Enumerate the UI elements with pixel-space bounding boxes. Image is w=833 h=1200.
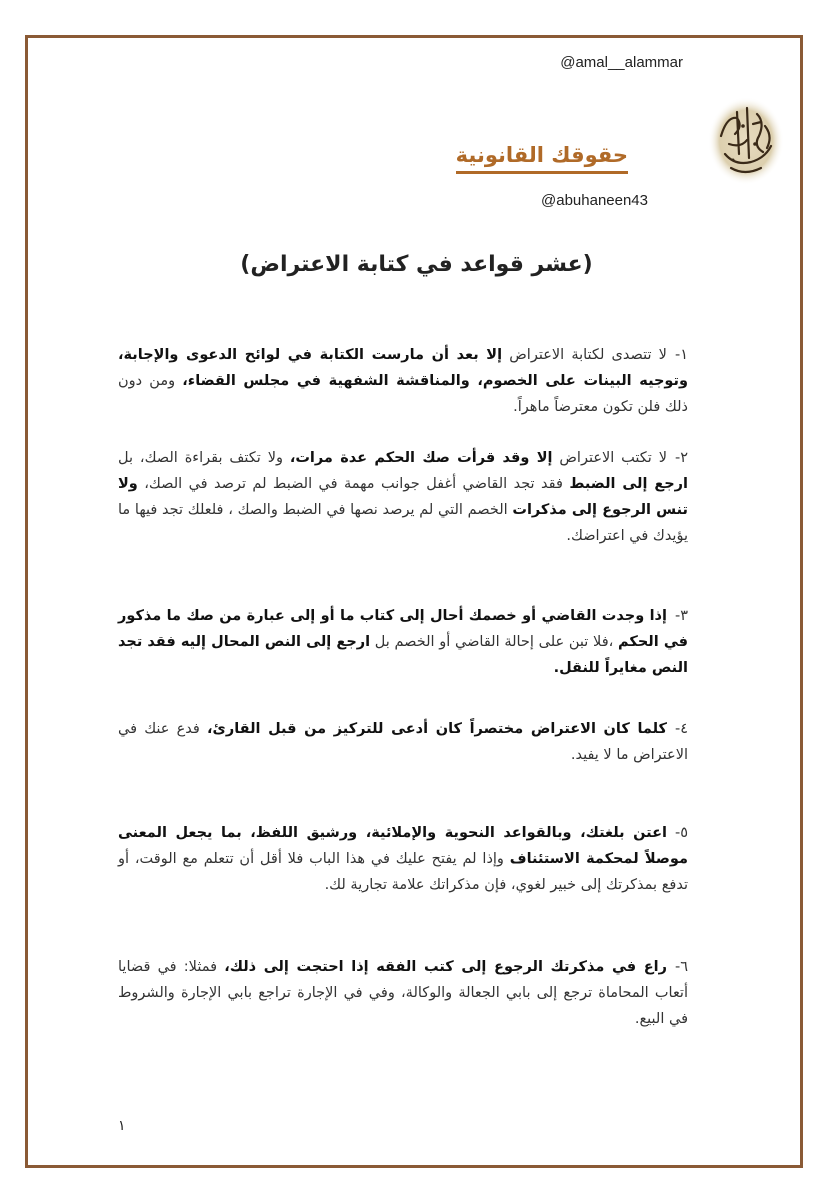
rule-text-bold: إلا بعد أن مارست الكتابة في لوائح الدعوى والإجابة، وتوجيه البينات على الخصوم، والمناقشة الشفهية في مجلس القضاء،: [118, 347, 688, 389]
rule-text-bold: راع في مذكرتك الرجوع إلى كتب الفقه إذا احتجت إلى ذلك،: [224, 959, 667, 975]
rule-text: لا تتصدى لكتابة الاعتراض: [502, 347, 667, 363]
rule-text-bold: إلا وقد قرأت صك الحكم عدة مرات،: [289, 450, 553, 466]
rule-number: ٢-: [674, 450, 688, 466]
rule-text-bold: ارجع إلى النص المحال إليه فقد تجد النص مغايراً للنقل.: [118, 634, 688, 676]
rule-text: الخصم التي لم يرصد نصها في الضبط والصك ، فلعلك تجد فيها ما يؤيدك في اعتراضك.: [118, 502, 688, 544]
rule-text: فقد تجد القاضي أغفل جوانب مهمة في الضبط لم ترصد في الصك،: [137, 476, 570, 492]
rule-text: ،فلا تبن على إحالة القاضي أو الخصم بل: [370, 634, 619, 650]
rule-text-bold: ولا تنس الرجوع إلى مذكرات: [118, 476, 688, 518]
rule-text: ولا تكتف بقراءة الصك، بل: [118, 450, 290, 466]
rule-number: ٥-: [674, 825, 688, 841]
twitter-handle-top: @amal__alammar: [560, 54, 683, 71]
rule-text-bold: ارجع إلى الضبط: [569, 476, 688, 492]
brand-title: حقوقك القانونية: [456, 143, 628, 174]
rule-number: ١-: [674, 347, 688, 363]
rule-text: فدع عنك في الاعتراض ما لا يفيد.: [118, 721, 688, 763]
rule-item: [118, 603, 688, 681]
rule-text-bold: إذا وجدت القاضي أو خصمك أحال إلى كتاب ما أو إلى عبارة من صك ما مذكور في الحكم: [118, 608, 688, 650]
rule-text-bold: كلما كان الاعتراض مختصراً كان أدعى للتركيز من قبل القارئ،: [207, 721, 667, 737]
rule-text: فمثلا: في قضايا أتعاب المحاماة ترجع إلى بابي الجعالة والوكالة، وفي في الإجارة تراجع بابي الإجارة والشروط في البيع.: [118, 959, 688, 1027]
rule-item: [118, 716, 688, 768]
rule-text: لا تكتب الاعتراض: [552, 450, 667, 466]
rule-number: ٦-: [674, 959, 688, 975]
rule-item: [118, 445, 688, 549]
rule-text: وإذا لم يفتح عليك في هذا الباب فلا أقل أن تتعلم مع الوقت، أو تدفع بمذكرتك إلى خبير لغوي، فإن مذكراتك علامة تجارية لك.: [118, 851, 688, 893]
rule-number: ٤-: [674, 721, 688, 737]
calligraphy-logo-icon: [707, 96, 785, 186]
rule-item: [118, 954, 688, 1032]
rule-number: ٣-: [674, 608, 688, 624]
twitter-handle-secondary: @abuhaneen43: [541, 192, 648, 209]
page-number: ١: [118, 1118, 126, 1134]
rule-item: [118, 820, 688, 898]
document-title: (عشر قواعد في كتابة الاعتراض): [240, 252, 593, 277]
rule-item: [118, 342, 688, 420]
rule-text: ومن دون ذلك فلن تكون معترضاً ماهراً.: [118, 373, 688, 415]
rule-text-bold: اعتن بلغتك، وبالقواعد النحوية والإملائية، ورشيق اللفظ، بما يجعل المعنى موصلاً لمحكمة الاستئناف: [118, 825, 688, 867]
